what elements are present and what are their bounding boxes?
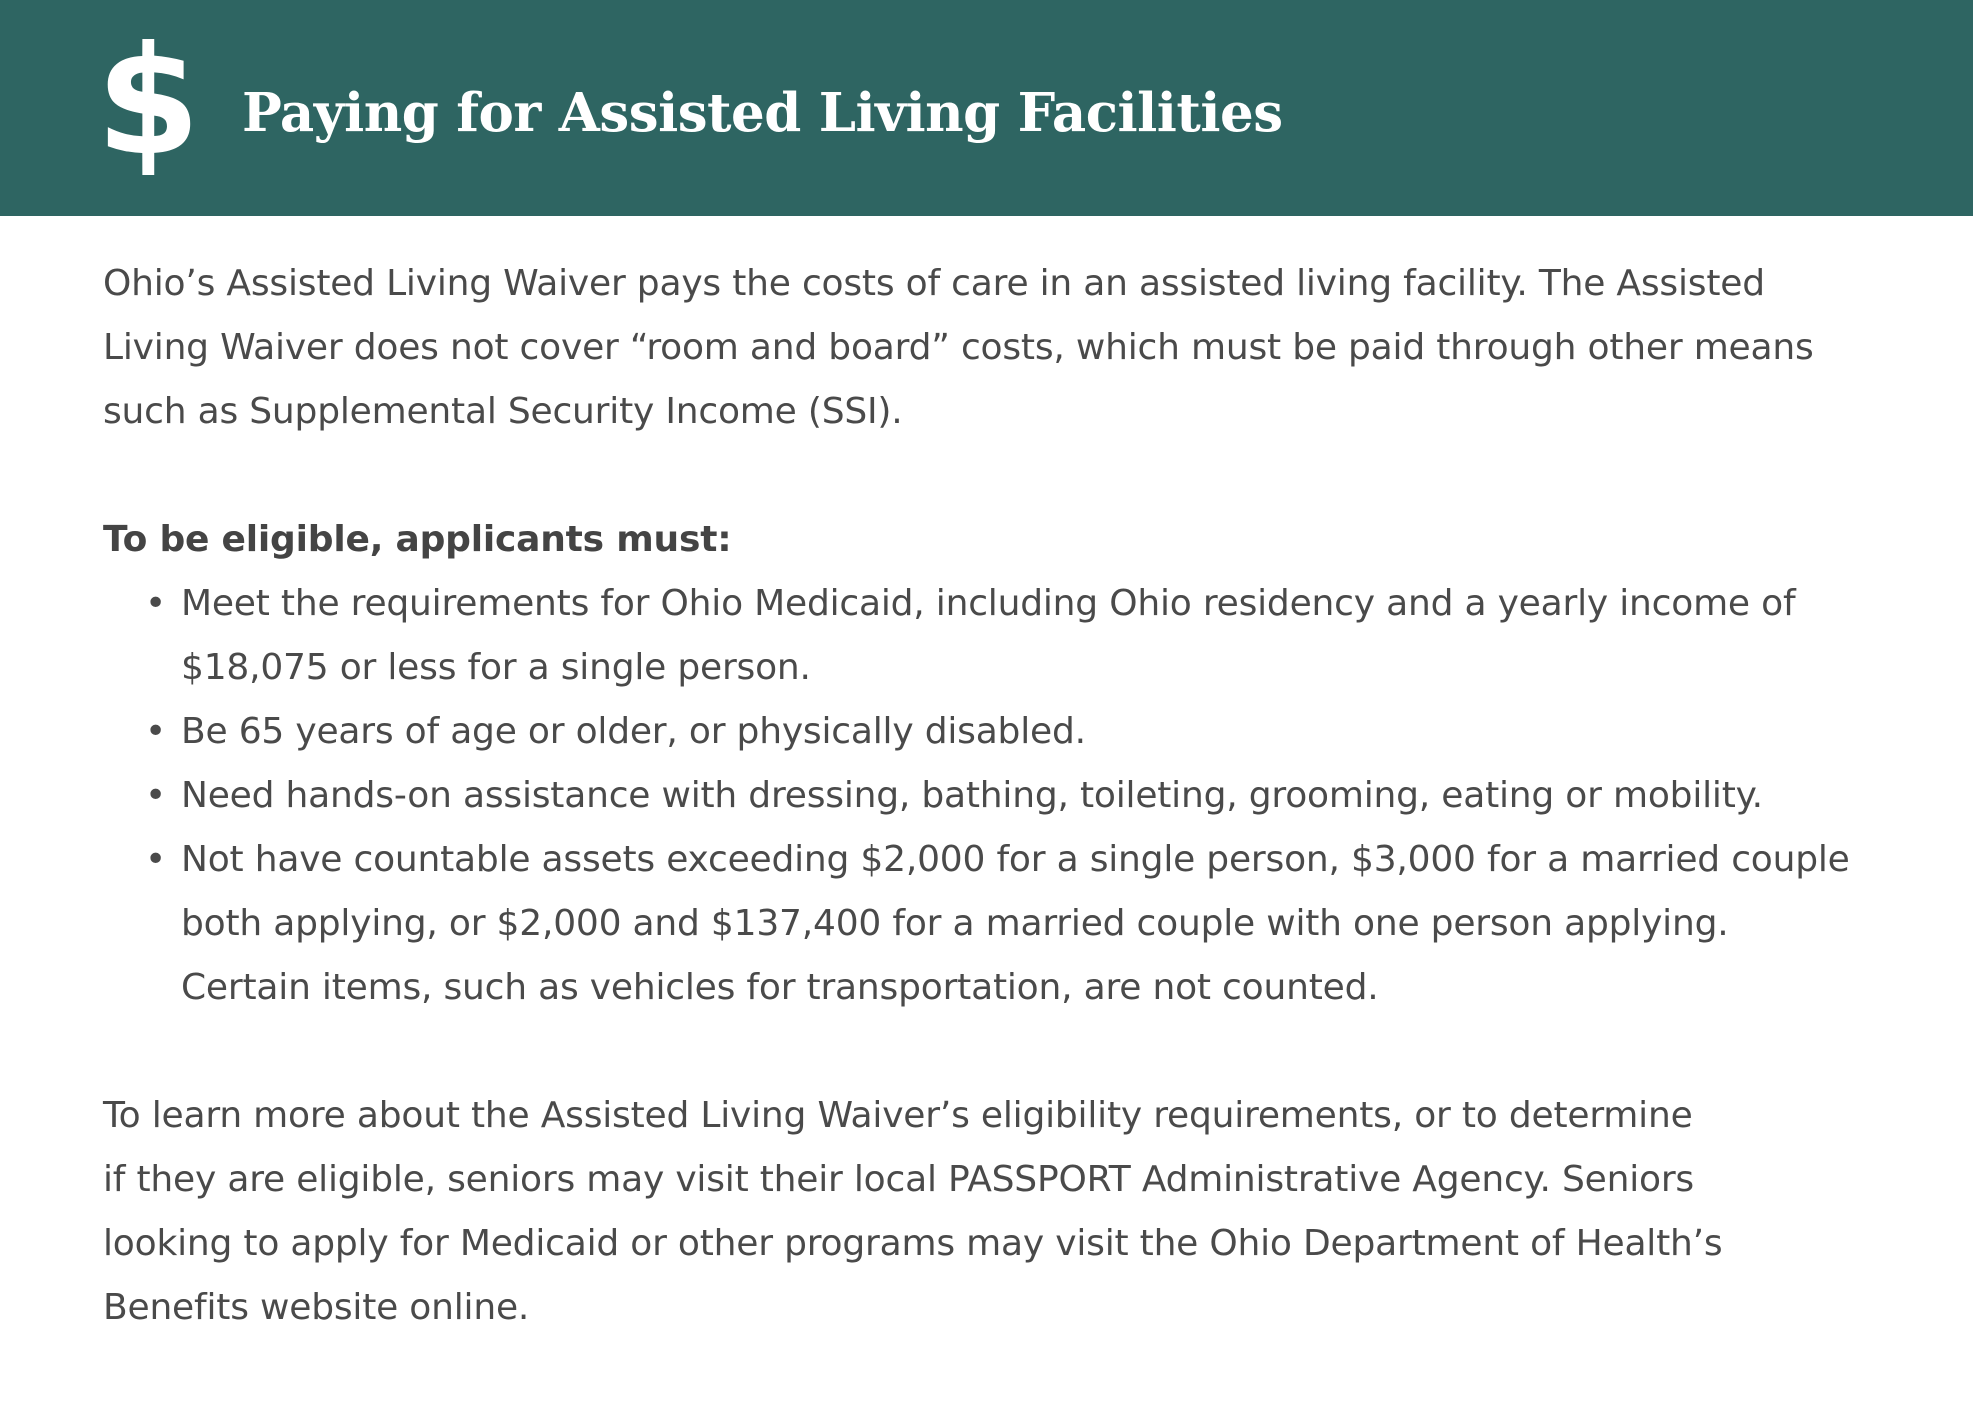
list-item-line: Not have countable assets exceeding $2,000 for a single person, $3,000 for a married couple	[181, 839, 1850, 880]
outro-line: looking to apply for Medicaid or other programs may visit the Ohio Department of Health’s	[103, 1223, 1723, 1264]
outro-line: To learn more about the Assisted Living Waiver’s eligibility requirements, or to determine	[103, 1095, 1693, 1136]
bullet-icon: •	[145, 711, 167, 752]
list-item-line: both applying, or $2,000 and $137,400 for a married couple with one person applying.	[181, 903, 1729, 944]
list-item	[103, 828, 1893, 1020]
requirements-list	[103, 572, 1903, 1020]
list-item-line: $18,075 or less for a single person.	[181, 647, 811, 688]
spacer	[103, 444, 1903, 508]
spacer	[103, 1020, 1903, 1084]
intro-line: such as Supplemental Security Income (SSI).	[103, 391, 903, 432]
header-banner	[0, 0, 1973, 216]
content-body	[103, 252, 1903, 1340]
outro-line: Benefits website online.	[103, 1287, 530, 1328]
dollar-icon: $	[96, 15, 201, 189]
list-item-line: Be 65 years of age or older, or physically disabled.	[181, 711, 1086, 752]
intro-paragraph	[103, 252, 1893, 444]
list-item-line: Meet the requirements for Ohio Medicaid, including Ohio residency and a yearly income of	[181, 583, 1796, 624]
eligibility-heading: To be eligible, applicants must:	[103, 519, 732, 560]
page-title: Paying for Assisted Living Facilities	[242, 82, 1283, 144]
intro-line: Living Waiver does not cover “room and board” costs, which must be paid through other means	[103, 327, 1814, 368]
bullet-icon: •	[145, 775, 167, 816]
list-item-line: Certain items, such as vehicles for transportation, are not counted.	[181, 967, 1379, 1008]
list-item	[103, 700, 1893, 764]
bullet-icon: •	[145, 839, 167, 880]
intro-line: Ohio’s Assisted Living Waiver pays the costs of care in an assisted living facility. The Assisted	[103, 263, 1765, 304]
list-item-line: Need hands-on assistance with dressing, bathing, toileting, grooming, eating or mobility.	[181, 775, 1763, 816]
outro-paragraph	[103, 1084, 1893, 1340]
bullet-icon: •	[145, 583, 167, 624]
list-item	[103, 764, 1893, 828]
list-item	[103, 572, 1893, 700]
outro-line: if they are eligible, seniors may visit their local PASSPORT Administrative Agency. Seniors	[103, 1159, 1694, 1200]
